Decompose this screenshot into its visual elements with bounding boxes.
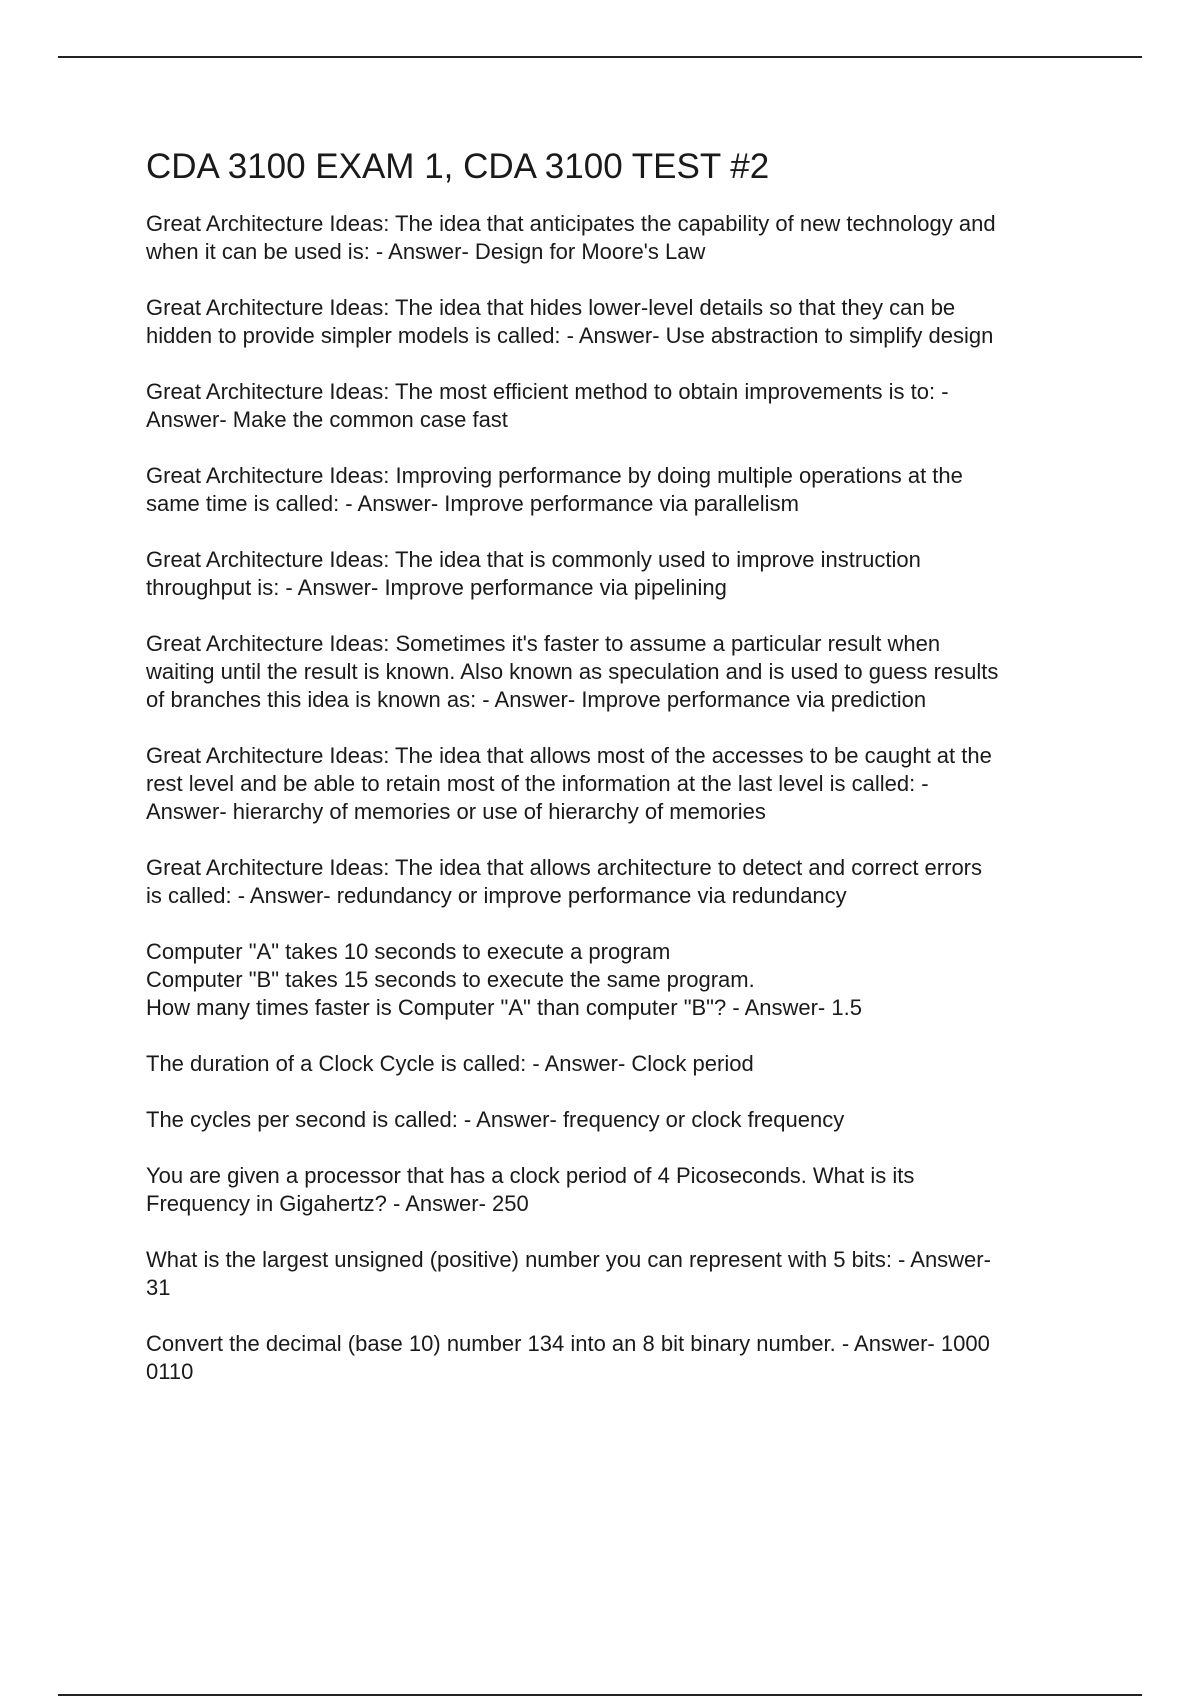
qa-text-line: Computer "A" takes 10 seconds to execute a program <box>146 939 671 964</box>
qa-item <box>146 630 1096 714</box>
page-title: CDA 3100 EXAM 1, CDA 3100 TEST #2 <box>146 147 770 186</box>
qa-text-line: Great Architecture Ideas: The idea that allows architecture to detect and correct errors <box>146 855 983 880</box>
qa-text-line: Answer- Make the common case fast <box>146 407 508 432</box>
qa-text-line: rest level and be able to retain most of the information at the last level is called: - <box>146 771 929 796</box>
qa-text-line: What is the largest unsigned (positive) number you can represent with 5 bits: - Answer- <box>146 1247 991 1272</box>
qa-item <box>146 1246 1096 1302</box>
qa-item <box>146 462 1096 518</box>
qa-list <box>146 210 1096 1386</box>
document-body <box>146 146 1096 1414</box>
qa-text-line: Great Architecture Ideas: The most efficient method to obtain improvements is to: - <box>146 379 949 404</box>
qa-item <box>146 378 1096 434</box>
qa-item <box>146 1106 1096 1134</box>
qa-item <box>146 1330 1096 1386</box>
qa-text-line: hidden to provide simpler models is called: - Answer- Use abstraction to simplify design <box>146 323 994 348</box>
qa-item <box>146 1050 1096 1078</box>
qa-text-line: Frequency in Gigahertz? - Answer- 250 <box>146 1191 529 1216</box>
qa-text-line: throughput is: - Answer- Improve performance via pipelining <box>146 575 727 600</box>
qa-text-line: Computer "B" takes 15 seconds to execute the same program. <box>146 967 755 992</box>
qa-text-line: Answer- hierarchy of memories or use of hierarchy of memories <box>146 799 766 824</box>
top-divider <box>58 56 1142 58</box>
qa-text-line: Great Architecture Ideas: The idea that is commonly used to improve instruction <box>146 547 921 572</box>
qa-item <box>146 1162 1096 1218</box>
qa-item <box>146 210 1096 266</box>
qa-item <box>146 294 1096 350</box>
qa-text-line: 0110 <box>146 1359 194 1384</box>
qa-text-line: The duration of a Clock Cycle is called: - Answer- Clock period <box>146 1051 754 1076</box>
qa-text-line: Great Architecture Ideas: The idea that anticipates the capability of new technology and <box>146 211 996 236</box>
qa-text-line: 31 <box>146 1275 171 1300</box>
qa-text-line: The cycles per second is called: - Answer- frequency or clock frequency <box>146 1107 845 1132</box>
qa-text-line: Convert the decimal (base 10) number 134 into an 8 bit binary number. - Answer- 1000 <box>146 1331 990 1356</box>
qa-text-line: is called: - Answer- redundancy or improve performance via redundancy <box>146 883 847 908</box>
qa-item <box>146 938 1096 1022</box>
qa-item <box>146 854 1096 910</box>
qa-text-line: Great Architecture Ideas: Improving performance by doing multiple operations at the <box>146 463 963 488</box>
qa-text-line: of branches this idea is known as: - Answer- Improve performance via prediction <box>146 687 927 712</box>
qa-text-line: when it can be used is: - Answer- Design for Moore's Law <box>146 239 706 264</box>
qa-text-line: Great Architecture Ideas: The idea that allows most of the accesses to be caught at the <box>146 743 992 768</box>
qa-text-line: Great Architecture Ideas: The idea that hides lower-level details so that they can be <box>146 295 956 320</box>
qa-item <box>146 546 1096 602</box>
qa-text-line: same time is called: - Answer- Improve performance via parallelism <box>146 491 799 516</box>
qa-text-line: Great Architecture Ideas: Sometimes it's faster to assume a particular result when <box>146 631 941 656</box>
qa-text-line: How many times faster is Computer "A" than computer "B"? - Answer- 1.5 <box>146 995 862 1020</box>
bottom-divider <box>58 1694 1142 1696</box>
qa-item <box>146 742 1096 826</box>
qa-text-line: waiting until the result is known. Also known as speculation and is used to guess results <box>146 659 999 684</box>
qa-text-line: You are given a processor that has a clock period of 4 Picoseconds. What is its <box>146 1163 915 1188</box>
